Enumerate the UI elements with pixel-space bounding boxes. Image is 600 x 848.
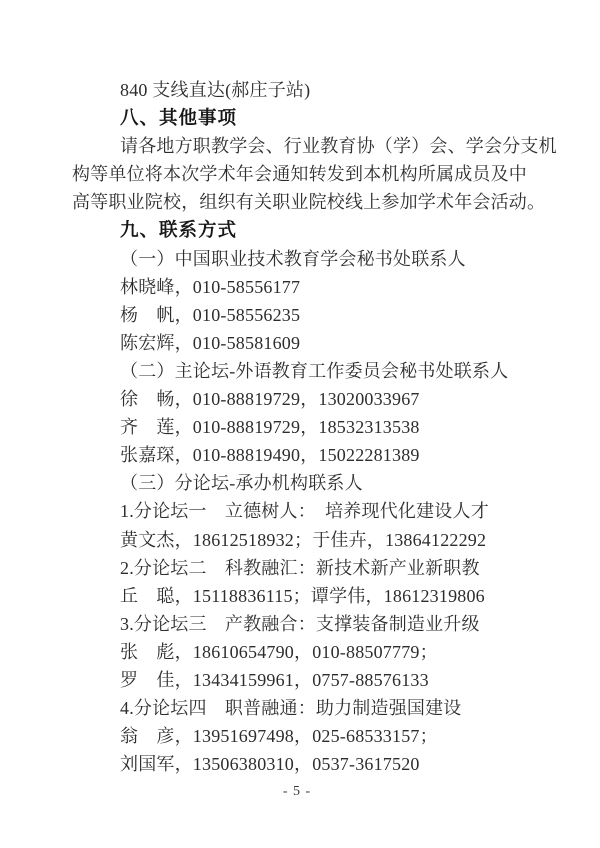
contact-line: 陈宏辉，010-58581609 (120, 332, 301, 353)
forum-title-line: 3.分论坛三 产教融合：支撑装备制造业升级 (120, 613, 480, 634)
paragraph-line: 高等职业院校，组织有关职业院校线上参加学术年会活动。 (72, 192, 546, 213)
contact-line: 黄文杰，18612518932；于佳卉，13864122292 (120, 529, 487, 550)
forum-title-line: 4.分论坛四 职普融通：助力制造强国建设 (120, 698, 462, 719)
transit-note-line: 840 支线直达(郝庄子站) (120, 80, 311, 100)
contact-line: 齐 莲，010-88819729，18532313538 (120, 417, 420, 438)
document-body (0, 76, 600, 806)
contact-line: 丘 聪，15118836115；谭学伟，18612319806 (120, 585, 485, 606)
forum-title-line: 2.分论坛二 科教融汇：新技术新产业新职教 (120, 557, 480, 578)
subsection-title-main-forum: （二）主论坛-外语教育工作委员会秘书处联系人 (120, 360, 509, 381)
subsection-title-secretariat: （一）中国职业技术教育学会秘书处联系人 (120, 248, 466, 269)
contact-line: 刘国军，13506380310，0537-3617520 (120, 754, 420, 775)
contact-line: 杨 帆，010-58556235 (120, 304, 301, 325)
section-heading-other-matters: 八、其他事项 (120, 107, 238, 129)
contact-line: 张 彪，18610654790，010-88507779； (120, 641, 438, 662)
section-heading-contact-info: 九、联系方式 (120, 219, 238, 241)
contact-line: 张嘉琛，010-88819490，15022281389 (120, 445, 420, 466)
contact-line: 徐 畅，010-88819729，13020033967 (120, 389, 420, 410)
paragraph-line: 请各地方职教学会、行业教育协（学）会、学会分支机 (120, 136, 557, 157)
contact-line: 罗 佳，13434159961，0757-88576133 (120, 669, 429, 690)
forum-title-line: 1.分论坛一 立德树人： 培养现代化建设人才 (120, 501, 489, 522)
page-number: - 5 - (282, 784, 312, 800)
contact-line: 翁 彦，13951697498，025-68533157； (120, 726, 438, 747)
contact-line: 林晓峰，010-58556177 (120, 276, 301, 297)
paragraph-line: 构等单位将本次学术年会通知转发到本机构所属成员及中 (72, 164, 527, 185)
subsection-title-sub-forums: （三）分论坛-承办机构联系人 (120, 473, 363, 494)
